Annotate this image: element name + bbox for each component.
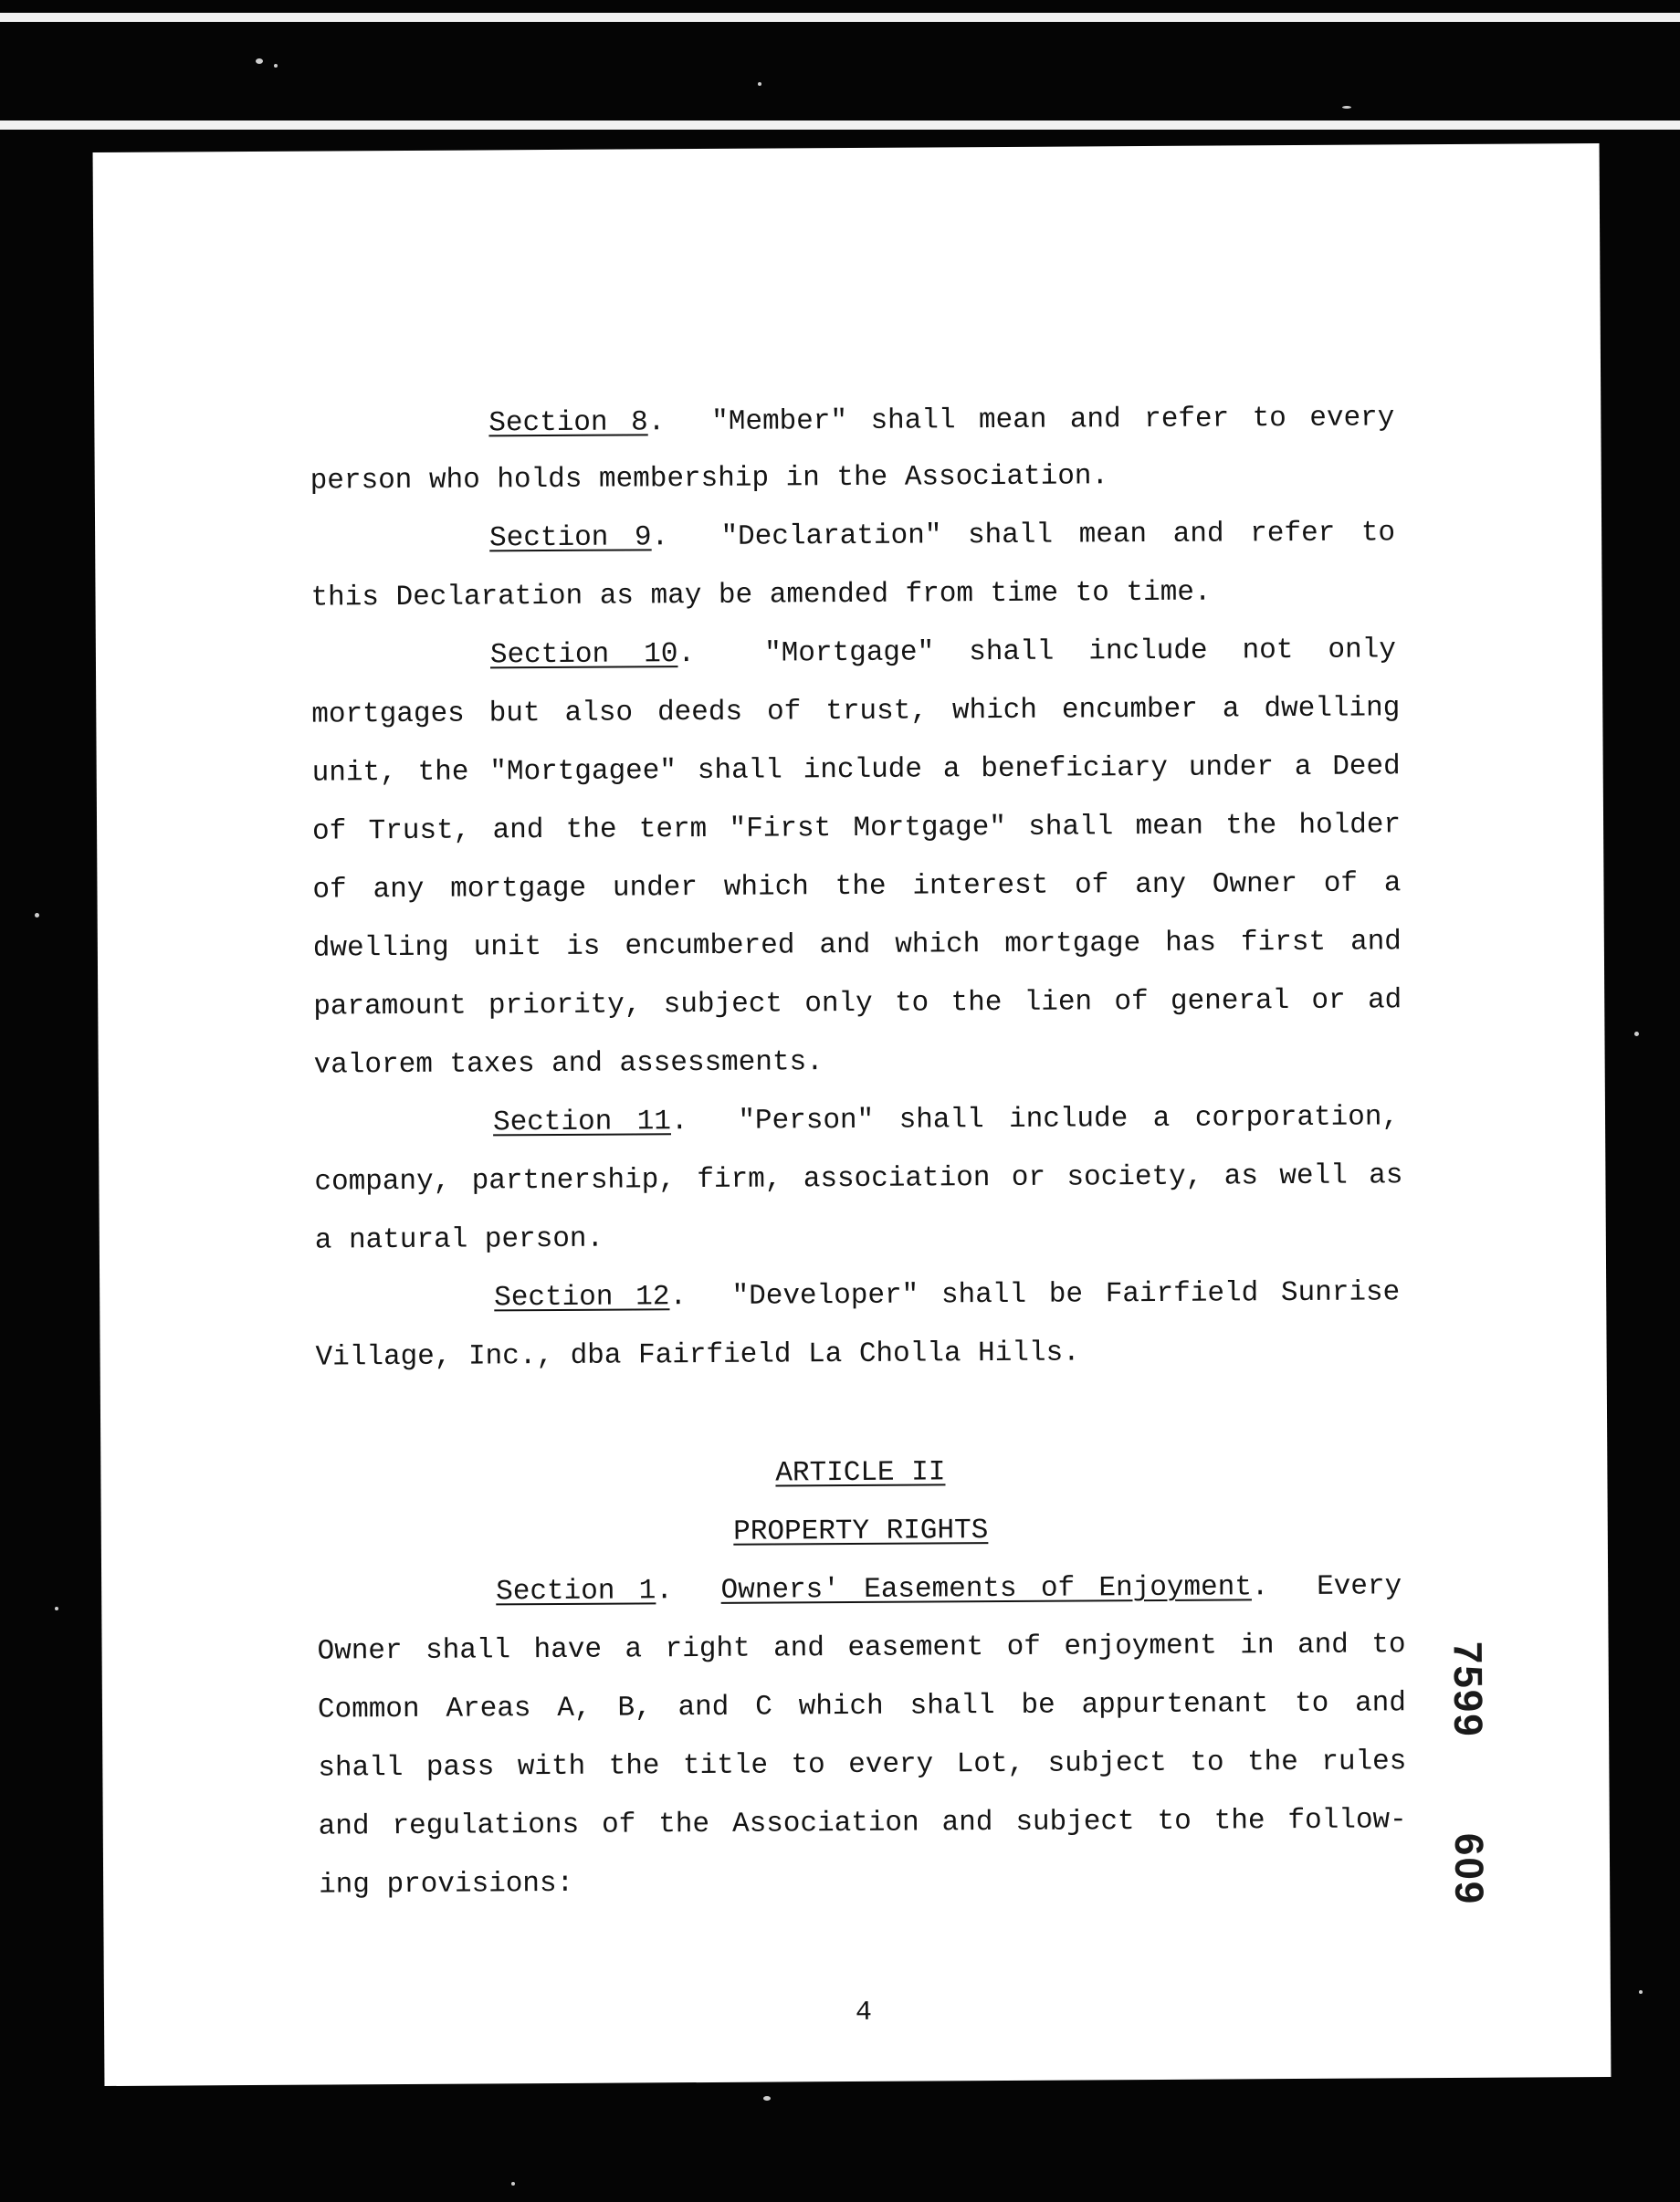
body-line: paramount priority, subject only to the lien of general or ad — [313, 984, 1402, 1023]
body-line: of any mortgage under which the interest of any Owner of a — [312, 867, 1402, 907]
scan-edge-lower — [0, 121, 1680, 130]
scan-speck — [1639, 1990, 1643, 1994]
scan-speck — [763, 2096, 771, 2101]
document-page — [93, 143, 1612, 2086]
section-heading: Section 12 — [494, 1281, 670, 1315]
body-line: Owner shall have a right and easement of enjoyment in and to — [317, 1629, 1406, 1668]
scan-edge-top — [0, 13, 1680, 22]
page-number: 4 — [855, 1997, 873, 2029]
body-line: dwelling unit is encumbered and which mortgage has first and — [312, 926, 1402, 965]
section-heading: Section 1 — [496, 1575, 656, 1609]
scan-speck — [1634, 1032, 1639, 1036]
scan-speck — [1342, 106, 1351, 109]
scan-speck — [274, 64, 278, 68]
section-8-first-line: Section 8. "Member" shall mean and refer to every — [488, 402, 1395, 440]
recording-book-stamp: 7599 — [1444, 1641, 1491, 1738]
scan-speck — [256, 58, 263, 64]
section-12-first-line: Section 12. "Developer" shall be Fairfield Sunrise — [494, 1276, 1401, 1315]
section-10-first-line: Section 10. "Mortgage" shall include not only — [489, 634, 1397, 672]
scan-speck — [511, 2182, 515, 2186]
article-section-1-first-line: Section 1. Owners' Easements of Enjoyment. Every — [496, 1570, 1402, 1609]
recording-page-stamp: 609 — [1445, 1832, 1492, 1906]
scan-speck — [55, 1607, 58, 1610]
scan-speck — [35, 913, 39, 918]
section-heading: Section 8 — [488, 406, 648, 440]
body-line: valorem taxes and assessments. — [313, 1046, 824, 1082]
body-line: shall pass with the title to every Lot, subject to the rules — [318, 1746, 1407, 1785]
body-line: ing provisions: — [319, 1867, 574, 1902]
section-11-first-line: Section 11. "Person" shall include a corporation, — [492, 1101, 1400, 1139]
body-line: Village, Inc., dba Fairfield La Cholla Hills. — [315, 1337, 1080, 1374]
section-subheading: Owners' Easements of Enjoyment — [720, 1571, 1252, 1607]
section-heading: Section 11 — [492, 1106, 672, 1139]
section-heading: Section 9 — [489, 521, 652, 555]
section-9-first-line: Section 9. "Declaration" shall mean and refer to — [489, 517, 1396, 555]
body-line: unit, the "Mortgagee" shall include a beneficiary under a Deed — [311, 750, 1401, 790]
body-line: a natural person. — [314, 1222, 604, 1257]
body-line: company, partnership, firm, association or society, as well as — [314, 1159, 1403, 1199]
body-line: of Trust, and the term "First Mortgage" shall mean the holder — [311, 809, 1402, 848]
body-line: and regulations of the Association and subject to the follow- — [318, 1804, 1407, 1843]
section-heading: Section 10 — [489, 638, 678, 672]
body-line: person who holds membership in the Association. — [310, 460, 1109, 498]
body-line: Common Areas A, B, and C which shall be appurtenant to and — [317, 1687, 1407, 1726]
article-title: ARTICLE II — [775, 1456, 946, 1490]
body-line: mortgages but also deeds of trust, which encumber a dwelling — [311, 692, 1401, 731]
article-subtitle: PROPERTY RIGHTS — [733, 1515, 989, 1548]
body-line: this Declaration as may be amended from time to time. — [310, 576, 1212, 614]
scan-speck — [758, 82, 761, 86]
